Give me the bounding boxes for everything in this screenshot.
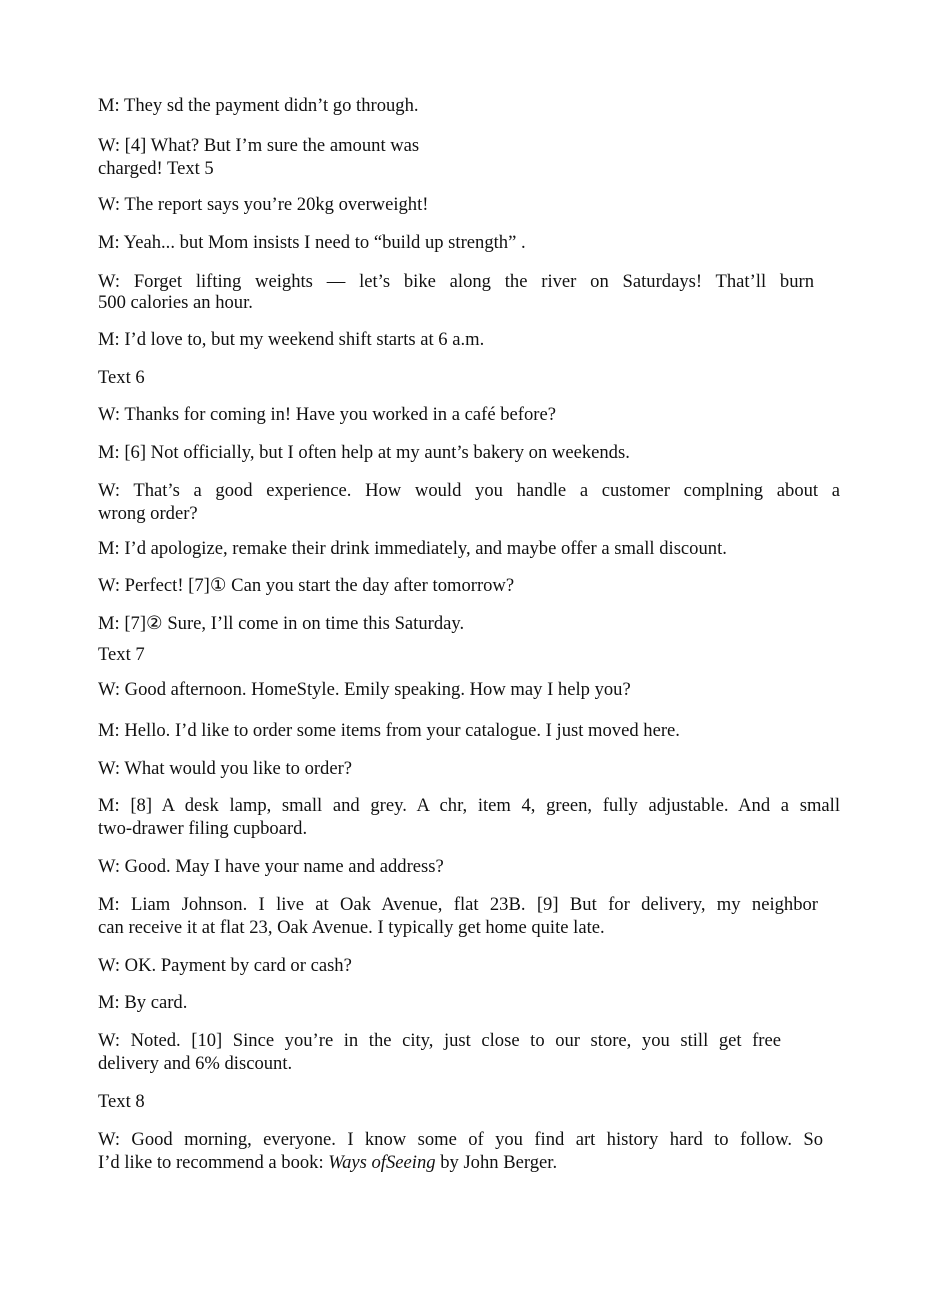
line-11: M: [6] Not officially, but I often help at my aunt’s bakery on weekends. [98,442,630,463]
heading-text-8: Text 8 [98,1091,145,1112]
line-8: M: I’d love to, but my weekend shift starts at 6 a.m. [98,329,485,350]
line-31: W: Good morning, everyone. I know some of you find art history hard to follow. So [98,1129,823,1150]
line-32 [98,1151,557,1175]
line-24: M: Liam Johnson. I live at Oak Avenue, flat 23B. [9] But for delivery, my neighbor [98,894,818,915]
line-10: W: Thanks for coming in! Have you worked in a café before? [98,404,556,425]
line-32-tail: by John Berger. [435,1152,558,1173]
line-18: W: Good afternoon. HomeStyle. Emily speaking. How may I help you? [98,679,631,700]
line-5: M: Yeah... but Mom insists I need to “build up strength” . [98,232,526,253]
line-28: W: Noted. [10] Since you’re in the city, just close to our store, you still get free [98,1030,781,1051]
line-2: W: [4] What? But I’m sure the amount was [98,135,420,156]
line-14: M: I’d apologize, remake their drink immediately, and maybe offer a small discount. [98,538,727,559]
line-20: W: What would you like to order? [98,758,353,779]
heading-text-7: Text 7 [98,644,145,665]
line-21: M: [8] A desk lamp, small and grey. A chr, item 4, green, fully adjustable. And a small [98,795,840,816]
line-27: M: By card. [98,992,188,1013]
line-19: M: Hello. I’d like to order some items from your catalogue. I just moved here. [98,720,680,741]
line-29: delivery and 6% discount. [98,1053,293,1074]
heading-text-6: Text 6 [98,367,145,388]
line-32-lead: I’d like to recommend a book: [98,1152,329,1173]
line-16: M: [7]② Sure, I’ll come in on time this Saturday. [98,613,465,634]
line-1: M: They sd the payment didn’t go through. [98,95,419,116]
line-13: wrong order? [98,503,198,524]
line-25: can receive it at flat 23, Oak Avenue. I typically get home quite late. [98,917,605,938]
line-6: W: Forget lifting weights — let’s bike along the river on Saturdays! That’ll burn [98,271,814,292]
line-22: two-drawer filing cupboard. [98,818,308,839]
line-3: charged! Text 5 [98,158,214,179]
line-12: W: That’s a good experience. How would you handle a customer complning about a [98,480,840,501]
line-15: W: Perfect! [7]① Can you start the day after tomorrow? [98,575,515,596]
line-23: W: Good. May I have your name and address? [98,856,444,877]
line-7: 500 calories an hour. [98,292,253,313]
line-26: W: OK. Payment by card or cash? [98,955,352,976]
line-4: W: The report says you’re 20kg overweight! [98,194,429,215]
book-title: Ways ofSeeing [328,1152,436,1173]
